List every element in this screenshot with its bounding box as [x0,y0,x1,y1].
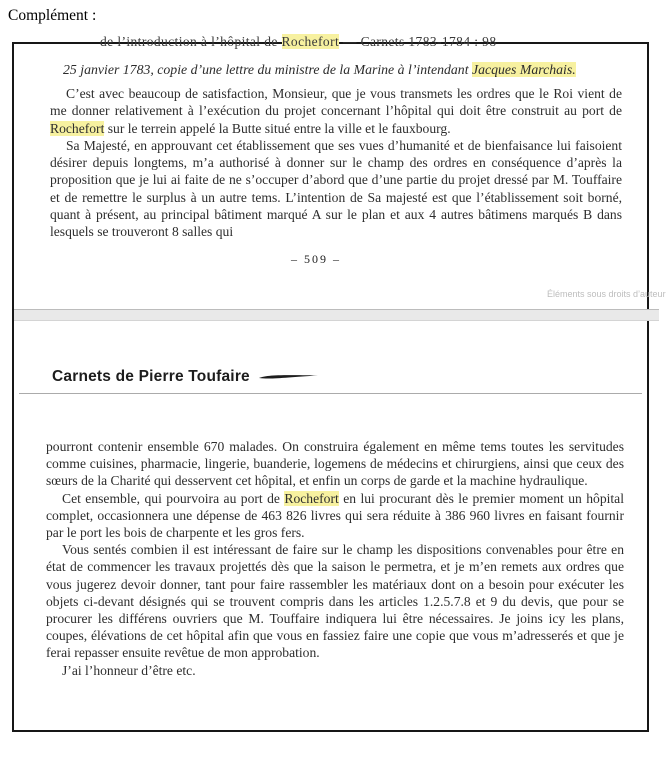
running-header-title: Carnets de Pierre Toufaire [52,368,250,385]
header-divider [19,393,642,394]
highlighted-term: Rochefort [50,120,105,136]
book-scan-frame [12,34,649,732]
text-segment: — Carnets 1783-1784 : 98 [339,34,497,49]
complement-label: Complément : [8,7,97,24]
page-separator-band [14,309,659,321]
paragraph: pourront contenir ensemble 670 malades. On construira également en même tems toutes les servitudes comme cuisines, pharmacie, lingerie, buanderie, logemens de médecins et chirurgiens, ainsi que ceux des sœurs de la Charité qui desservent cet hôpital, et enfin un corps de garde et la machine hydraulique. [46,439,624,489]
letter-heading [50,62,622,78]
clipped-previous-line-text [14,34,645,50]
highlighted-term: Rochefort [284,490,339,506]
text-segment: 25 janvier 1783, copie d’une lettre du ministre de la Marine à l’intendant [63,62,472,77]
page-number: – 509 – [291,251,341,266]
text-segment: en lui procurant dès le premier moment un hôpital complet, occasionnera une dépense de 463 826 livres qui sera réduite à 386 960 livres en faisant fournir par le port les bois de charpente et les gros fers. [46,490,624,541]
text-segment: de l’introduction à l’hôpital de [100,34,282,49]
paragraph [46,490,624,542]
text-segment: C’est avec beaucoup de satisfaction, Monsieur, que je vous transmets les ordres que le Roi vient de me donner relativement à l’exécution du projet concernant l’hôpital qui doit être construit au port de [50,86,622,119]
scan-page-509 [50,62,622,267]
text-segment: sur le terrein appelé la Butte situé entre la ville et le fauxbourg. [104,120,451,136]
clipped-previous-line [14,34,645,52]
paragraph: Vous sentés combien il est intéressant de faire sur le champ les dispositions convenables pour être en état de commencer les travaux projettés dès que la saison le permetra, et je m’en remets aux ordres que vous jugerez devoir donner, tant pour faire rassembler les matériaux dont on a besoin pour exécuter les objets ci-devant désignés qui se trouvent compris dans les articles 1.2.5.7.8 et 9 du devis, que pour se procurer les différens ouvriers que M. Touffaire indiquera lui être nécessaires. Je joins icy les plans, coupes, élévations de cet hôpital afin que vous en fassiez faire une copie que vous m’adresserés et que je ferai repasser ensuite revêtue de mon approbation. [46,542,624,661]
highlighted-term: Rochefort [281,34,340,49]
closing-line: J’ai l’honneur d’être etc. [62,662,196,678]
copyright-notice: Éléments sous droits d’auteur [547,289,666,299]
text-segment: Cet ensemble, qui pourvoira au port de [62,490,285,506]
flourish-swash-icon [258,372,320,382]
running-header [52,368,320,386]
paragraph: Sa Majesté, en approuvant cet établissement que ses vues d’humanité et de bienfaisance lui faisoient désirer depuis longtems, m’a authorisé à donner sur le champ des ordres en conséquence d’après la proposition que je lui ai faite de ne s’occuper d’abord que d’une partie du projet dressé par M. Touffaire et de remettre le surplus à un autre tems. L’intention de Sa majesté est que l’établissement soit borné, quant à présent, au principal bâtiment marqué A sur le plan et aux 4 autres bâtimens marqués B dans lesquels se trouveront 8 salles qui [50,137,622,240]
highlighted-term: Jacques Marchais. [471,62,576,77]
scan-page-510 [46,438,624,679]
paragraph [50,85,622,137]
